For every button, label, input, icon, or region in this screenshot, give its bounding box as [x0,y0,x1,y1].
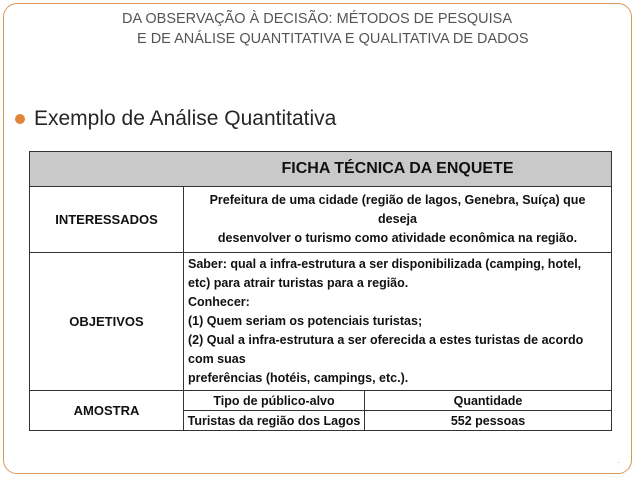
amostra-value-row [184,411,611,431]
row-label-amostra: AMOSTRA [30,391,184,431]
header-line-2: E DE ANÁLISE QUANTITATIVA E QUALITATIVA DE DADOS [137,31,529,47]
row-value-amostra [184,391,612,431]
bullet-dot-icon [15,114,25,124]
svg-text:·: · [617,457,620,466]
table-row-interessados [30,187,612,253]
amostra-header-row [184,391,611,411]
ficha-tecnica-table [29,151,612,431]
amostra-col2-value: 552 pessoas [450,413,526,428]
table-row-objetivos [30,253,612,391]
interessados-line: deseja [378,212,417,226]
slide-header [122,9,529,49]
objetivos-line: (1) Quem seriam os potenciais turistas; [188,314,423,328]
interessados-line: desenvolver o turismo como atividade econômica na região. [217,231,578,245]
objetivos-line: (2) Qual a infra-estrutura a ser oferecida a estes turistas de acordo [188,333,584,347]
amostra-subtable [184,391,611,430]
amostra-col2-header: Quantidade [365,391,612,411]
objetivos-line: etc) para atrair turistas para a região. [188,276,409,290]
row-value-objetivos [184,253,612,391]
amostra-col1-header: Tipo de público-alvo [184,391,365,411]
bullet-item [15,107,336,131]
interessados-line: Prefeitura de uma cidade (região de lagos, Genebra, Suíça) que [209,193,586,207]
table-row-amostra [30,391,612,431]
slide-number-mark [616,456,624,466]
objetivos-line: com suas [188,352,246,366]
objetivos-line: preferências (hotéis, campings, etc.). [188,371,409,385]
table-title: FICHA TÉCNICA DA ENQUETE [30,152,612,187]
objetivos-line: Saber: qual a infra-estrutura a ser disponibilizada (camping, hotel, [188,257,582,271]
objetivos-line: Conhecer: [188,295,250,309]
header-line-1: DA OBSERVAÇÃO À DECISÃO: MÉTODOS DE PESQUISA [122,11,512,27]
bullet-text: Exemplo de Análise Quantitativa [34,107,337,130]
row-label-interessados: INTERESSADOS [30,187,184,253]
table-header-row [30,152,612,187]
row-label-objetivos: OBJETIVOS [30,253,184,391]
row-value-interessados [184,187,612,253]
amostra-col1-value: Turistas da região dos Lagos [184,411,365,431]
